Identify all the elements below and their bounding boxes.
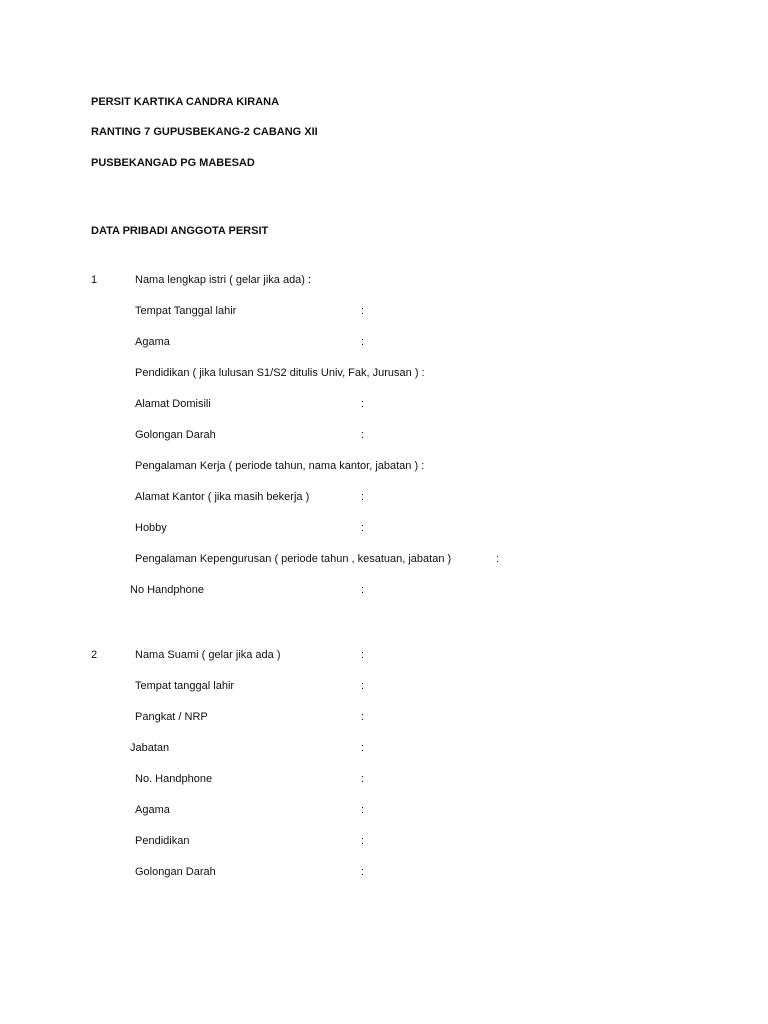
section1-number: 1 <box>91 274 98 286</box>
field-colon: : <box>361 835 365 847</box>
field-colon: : <box>361 429 365 441</box>
field-husband-name: Nama Suami ( gelar jika ada ) <box>135 649 281 661</box>
field-colon: : <box>361 398 365 410</box>
field-husband-rank-nrp: Pangkat / NRP <box>135 711 208 723</box>
field-colon: : <box>361 491 365 503</box>
header-unit: PUSBEKANGAD PG MABESAD <box>91 157 255 169</box>
field-colon: : <box>496 553 500 565</box>
header-branch: RANTING 7 GUPUSBEKANG-2 CABANG XII <box>91 126 318 138</box>
field-husband-birth-place-date: Tempat tanggal lahir <box>135 680 235 692</box>
field-wife-management-experience: Pengalaman Kepengurusan ( periode tahun , kesatuan, jabatan ) <box>135 553 452 565</box>
field-wife-blood-type: Golongan Darah <box>135 429 216 441</box>
field-wife-address: Alamat Domisili <box>135 398 211 410</box>
field-wife-work-experience: Pengalaman Kerja ( periode tahun, nama kantor, jabatan ) : <box>135 460 425 472</box>
field-colon: : <box>361 305 365 317</box>
field-colon: : <box>361 680 365 692</box>
field-colon: : <box>361 866 365 878</box>
field-husband-phone: No. Handphone <box>135 773 213 785</box>
field-colon: : <box>361 649 365 661</box>
field-colon: : <box>361 711 365 723</box>
field-husband-religion: Agama <box>135 804 170 816</box>
field-wife-full-name: Nama lengkap istri ( gelar jika ada) : <box>135 274 312 286</box>
field-wife-hobby: Hobby <box>135 522 167 534</box>
field-colon: : <box>361 773 365 785</box>
field-colon: : <box>361 336 365 348</box>
field-colon: : <box>361 522 365 534</box>
field-husband-education: Pendidikan <box>135 835 190 847</box>
field-colon: : <box>361 742 365 754</box>
form-title: DATA PRIBADI ANGGOTA PERSIT <box>91 225 269 237</box>
field-wife-religion: Agama <box>135 336 170 348</box>
section2-number: 2 <box>91 649 98 661</box>
field-husband-position: Jabatan <box>130 742 170 754</box>
field-wife-birth-place-date: Tempat Tanggal lahir <box>135 305 237 317</box>
field-wife-office-address: Alamat Kantor ( jika masih bekerja ) <box>135 491 310 503</box>
field-husband-blood-type: Golongan Darah <box>135 866 216 878</box>
field-colon: : <box>361 584 365 596</box>
field-wife-education: Pendidikan ( jika lulusan S1/S2 ditulis Univ, Fak, Jurusan ) : <box>135 367 425 379</box>
field-wife-phone: No Handphone <box>130 584 205 596</box>
header-organization: PERSIT KARTIKA CANDRA KIRANA <box>91 96 280 108</box>
field-colon: : <box>361 804 365 816</box>
